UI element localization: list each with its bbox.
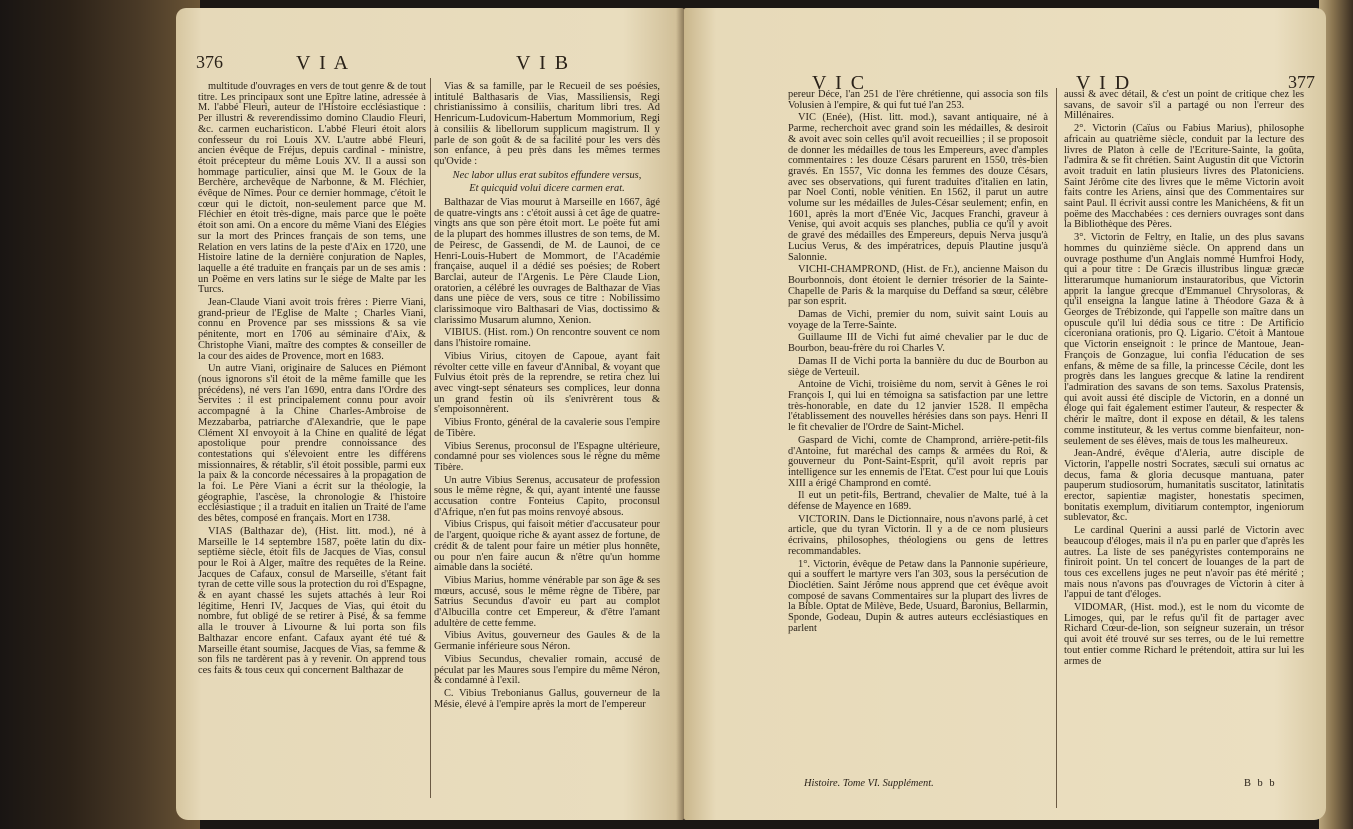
- left-column-1: [198, 82, 426, 794]
- left-page-number: 376: [196, 52, 223, 72]
- paragraph: Guillaume III de Vichi fut aimé chevalier par le duc de Bourbon, beau-frère du roi Charles V.: [788, 332, 1048, 355]
- paragraph: Vibius Avitus, gouverneur des Gaules & de la Germanie inférieure sous Néron.: [434, 630, 660, 653]
- paragraph: pereur Déce, l'an 251 de l'ère chrétienne, qui associa son fils Volusien à l'empire, & qui fut tué l'an 253.: [788, 90, 1048, 111]
- right-column-2: [1064, 90, 1304, 790]
- paragraph: Il eut un petit-fils, Bertrand, chevalier de Malte, tué à la défense de Mayence en 1689.: [788, 490, 1048, 513]
- page-edges-left: [0, 0, 200, 829]
- paragraph: Jean-Claude Viani avoit trois frères : Pierre Viani, grand-prieur de l'Eglise de Malte ; Charles Viani, connu en Provence par ses misssions & sa vie pénitente, mort en 1706 au séminaire d'Aix, & Christophe Viani, maître des comptes & conseiller de la cour des aides de Provence, mort en 1683.: [198, 297, 426, 362]
- paragraph: VIC (Enée), (Hist. litt. mod.), savant antiquaire, né à Parme, recherchoit avec grand soin les médailles, & desiroit & avoit avec soin celles qu'il avoit recueillies ; il se proposoit de donner les médailles de tous les Empereurs, avec d'amples commentaires : les douze Césars parurent en 1550, très-bien gravés. En 1557, Vic donna les femmes des douze Césars, avec ses observations, qui furent traduites d'italien en latin, par Noel Conti, noble vénitien. En 1562, il parut un autre volume sur les médailles de Jules-César seulement; enfin, en 1601, après la mort d'Enée Vic, Jacques Franchi, graveur à Venise, qui avoit acquis ses planches, publia ce qu'il y avoit de gravé des médailles des Empereurs, depuis Nerva jusqu'à Lucius Verus, & des impératrices, depuis Plautine jusqu'à Salonnie.: [788, 112, 1048, 263]
- paragraph: Un autre Viani, originaire de Saluces en Piémont (nous ignorons s'il étoit de la même famille que les précédens), né vers l'an 1690, entra dans l'Ordre des Servites : il est principalement connu pour avoir accompagné à la Chine Charles-Ambroise de Mezzabarba, patriarche d'Alexandrie, que le pape Clément XI envoyoit à la Chine en qualité de légat apostolique pour prendre connoissance des contestations qui s'élevoient entre les différens missionnaires, & rétablir, s'il étoit possible, parmi eux la paix & la concorde nécessaires à la propagation de la foi. Le Père Viani a écrit sur la théologie, la géographie, l'ascèse, la chronologie & l'histoire ecclésiastique ; il a traduit en italien un Traité de l'ame des bêtes, composé en français. Mort en 1738.: [198, 363, 426, 525]
- paragraph: Nec labor ullus erat subitos effundere versus,: [452, 169, 642, 181]
- left-running-head-1: V I A: [296, 52, 351, 74]
- paragraph: C. Vibius Trebonianus Gallus, gouverneur de la Mésie, élevé à l'empire après la mort de l'empereur: [434, 687, 660, 710]
- paragraph: Et quicquid volui dicere carmen erat.: [469, 183, 625, 195]
- right-column-1: [788, 90, 1048, 774]
- paragraph: aussi & avec détail, & c'est un point de critique chez les savans, de savoir s'il a partagé ou non l'erreur des Millénaires.: [1064, 90, 1304, 122]
- paragraph: Le cardinal Querini a aussi parlé de Victorin avec beaucoup d'éloges, mais il n'a pu en parler que d'après les autres. La liste de ses panégyristes contemporains ne finiroit point. Un tel concert de louanges de la part de tous ces excellens juges ne peut n'avoir pas été mérité ; mais nous n'avons pas d'ouvrages de Victorin à citer à l'appui de tant d'éloges.: [1064, 525, 1304, 601]
- paragraph: VICHI-CHAMPROND, (Hist. de Fr.), ancienne Maison du Bourbonnois, dont étoient le dernier trésorier de la Sainte-Chapelle de Paris & la marquise du Deffand sa sœur, célèbre par son esprit.: [788, 264, 1048, 308]
- paragraph: Un autre Vibius Serenus, accusateur de profession sous le même règne, & qui, ayant intenté une fausse accusation contre Fonteius Capito, proconsul d'Afrique, n'en fut pas moins renvoyé absous.: [434, 474, 660, 518]
- paragraph: VIAS (Balthazar de), (Hist. litt. mod.), né à Marseille le 14 septembre 1587, poëte latin du dix-septième siècle, étoit fils de Jacques de Vias, consul pour le Roi à Alger, maître des requêtes de la Reine. Jacques de Cafaux, consul de Marseille, s'étant fait tyran de cette ville sous la protection du roi d'Espagne, & en ayant chassé les sujets attachés à leur Roi légitime, Henri IV, Jacques de Vias, qui étoit du nombre, fut obligé de se retirer à Pisé, & sa femme alla le trouver à Livourne & lui porta son fils Balthazar encore enfant. Cafaux ayant été tué & Marseille étant soumise, Jacques de Vias, sa femme & son fils ne tardèrent pas à y revenir. On apprend tous ces faits & tous ceux qui concernent Balthazar de: [198, 525, 426, 676]
- paragraph: Vibius Fronto, général de la cavalerie sous l'empire de Tibère.: [434, 417, 660, 439]
- paragraph: multitude d'ouvrages en vers de tout genre & de tout titre. Les principaux sont une Epître latine, adressée à M. l'abbé Fleuri, auteur de l'Histoire ecclésiastique : Per illustri & reverendissimo domino Claudio Fleuri, &c. carmen eucharisticon. L'abbé Fleuri étoit alors confesseur du roi Louis XV. L'autre abbé Fleuri, ancien évêque de Fréjus, depuis cardinal - ministre, étoit précepteur du même Louis XV. Il a aussi son hommage particulier, ainsi que M. le Goux de la Berchère, archevêque de Narbonne, & M. Fléchier, évêque de Nîmes. Pour ce dernier hommage, c'étoit le cœur qui le dictoit, non-seulement parce que M. Fléchier en étoit très-digne, mais parce que le poëte étoit son ami. On a encore du même Viani des Elégies sur la mort des Princes français de son tems, une Relation en vers latins de la peste d'Aix en 1720, une Histoire latine de la dernière conjuration de Naples, laquelle a été traduite en français par un de ses amis : un Poëme en vers latins sur le siége de Malte par les Turcs.: [198, 82, 426, 296]
- paragraph: 2°. Victorin (Caïus ou Fabius Marius), philosophe africain au quatrième siècle, conduit par la lecture des livres de Platon à celle de l'Ecriture-Sainte, la goûta, l'admira & se fit chrétien. Saint Augustin dit que Victorin avoit traduit en latin plusieurs livres des Platoniciens. Saint Jérôme cite des livres que le même Victorin avoit faits contre les Ariens, ainsi que des Commentaires sur saint Paul. Il écrivit aussi contre les Manichéens, & fit un poëme des Macchabées : ces derniers ouvrages sont dans la Bibliothèque des Pères.: [1064, 123, 1304, 231]
- left-column-2: [434, 82, 660, 794]
- right-page: [684, 8, 1326, 820]
- right-running-head-1: V I C: [812, 72, 867, 94]
- paragraph: 1°. Victorin, évêque de Petaw dans la Pannonie supérieure, qui a souffert le martyre vers l'an 303, sous la persécution de Dioclétien. Saint Jérôme nous apprend que cet évêque avoit composé de savans Commentaires sur la plupart des livres de la Bible. Optat de Milève, Bede, Usuard, Baronius, Bellarmin, Sponde, Godeau, Dupin & autres auteurs ecclésiastiques en parlent: [788, 558, 1048, 634]
- paragraph: Gaspard de Vichi, comte de Champrond, arrière-petit-fils d'Antoine, fut maréchal des camps & armées du Roi, & gouverneur du Pont-Saint-Esprit, qu'il avoit repris par intelligence sur les ennemis de l'Etat. C'est pour lui que Louis XIII a érigé Champrond en comté.: [788, 434, 1048, 489]
- paragraph: Vibius Crispus, qui faisoit métier d'accusateur pour de l'argent, quoique riche & ayant assez de fortune, de crédit & de talent pour faire un métier plus honnête, ou pour n'en faire aucun & n'être qu'un homme aimable dans la société.: [434, 519, 660, 574]
- paragraph: Vibius Virius, citoyen de Capoue, ayant fait révolter cette ville en faveur d'Annibal, & voyant que Fulvius étoit près de la reprendre, se retira chez lui avec vingt-sept sénateurs ses complices, leur donna un grand festin où ils s'enivrèrent tous & s'empoisonnèrent.: [434, 350, 660, 416]
- paragraph: Antoine de Vichi, troisième du nom, servit à Gênes le roi François I, qui lui en témoigna sa satisfaction par une lettre très-honorable, en date du 12 janvier 1528. Il empêcha l'établissement des nouvelles hérésies dans son pays. Henri II le fit chevalier de l'Ordre de Saint-Michel.: [788, 379, 1048, 434]
- paragraph: Damas de Vichi, premier du nom, suivit saint Louis au voyage de la Terre-Sainte.: [788, 309, 1048, 331]
- paragraph: Vibius Secundus, chevalier romain, accusé de péculat par les Maures sous l'empire du même Néron, & condamné à l'exil.: [434, 653, 660, 687]
- signature-mark: B b b: [1244, 778, 1277, 789]
- page-footer: Histoire. Tome VI. Supplément.: [804, 778, 934, 789]
- right-running-head-2: V I D: [1076, 72, 1132, 94]
- paragraph: Damas II de Vichi porta la bannière du duc de Bourbon au siège de Verteuil.: [788, 355, 1048, 378]
- paragraph: VIDOMAR, (Hist. mod.), est le nom du vicomte de Limoges, qui, par le refus qu'il fit de partager avec Richard Cœur-de-lion, son seigneur suzerain, un trésor qui avoit été trouvé sur ses terres, ou de le lui remettre tout entier comme Richard le prétendoit, attira sur lui les armes de: [1064, 602, 1304, 667]
- paragraph: VIBIUS. (Hist. rom.) On rencontre souvent ce nom dans l'histoire romaine.: [434, 327, 660, 350]
- right-page-number: 377: [1288, 72, 1315, 92]
- paragraph: Jean-André, évêque d'Aleria, autre disciple de Victorin, l'appelle nostri Socrates, sæculi sui ornatus ac decus, fama & gloria decusque mantuana, pater pauperum studiosorum, humanitatis suscitator, latinitatis erector, sapientiæ magister, honestatis specimen, bonitatis exemplum, divitiarum contemptor, ingeniorum sublevator, &c.: [1064, 448, 1304, 524]
- column-rule: [1056, 88, 1057, 808]
- left-running-head-2: V I B: [516, 52, 571, 74]
- left-page: [176, 8, 684, 820]
- paragraph: Vias & sa famille, par le Recueil de ses poésies, intitulé Balthasaris de Vias, Massiliensis, Regi christianissimo à consiliis, charitum libri tres. Ad Henricum-Ludovicum-Habertum Mommorium, Regi à consiliis & libellorum supplicum magistrum. Il y parle de son goût & de sa facilité pour les vers dès son enfance, à peu près dans les mêmes termes qu'Ovide :: [434, 82, 660, 167]
- paragraph: Vibius Serenus, proconsul de l'Espagne ultérieure, condamné pour ses violences sous le règne du même Tibère.: [434, 440, 660, 473]
- column-rule: [430, 78, 431, 798]
- paragraph: Vibius Marius, homme vénérable par son âge & ses mœurs, accusé, sous le même règne de Tibère, par Satrius Secundus d'avoir eu part au complot d'Albucilla contre cet Empereur, & d'être l'amant adultère de cette femme.: [434, 574, 660, 629]
- paragraph: VICTORIN. Dans le Dictionnaire, nous n'avons parlé, à cet article, que du tyran Victorin. Il y a de ce nom plusieurs écrivains, philosophes, théologiens ou gens de lettres recommandables.: [788, 513, 1048, 557]
- paragraph: 3°. Victorin de Feltry, en Italie, un des plus savans hommes du quinzième siècle. On apprend dans un ouvrage posthume d'un Anglais nommé Humfroi Hody, qui a pour titre : De Græcis illustribus linguæ græcæ litterarumque humaniorum instauratoribus, que Victorin apprit la langue grecque d'Emmanuel Chrysoloras, & qu'il enseigna la langue latine à Théodore Gaza & à Georges de Trébizonde, qui l'appelle son maître dans un opuscule qu'il lui dédia sous ce titre : De Artificio ciceroniana orationis, pro Q. Ligario. C'étoit à Mantoue que Victorin enseignoit : le prince de Mantoue, Jean-François de Gonzague, lui confia l'éducation de ses enfans, & même de sa fille, la princesse Cécile, dont les progrès dans les langues grecque & latine la rendirent l'admiration des savans de son tems. Saxolus Pratensis, qui avoit aussi été disciple de Victorin, en a donné un éloge qui fait également estimer l'auteur, & respecter & chérir le maître, dont il expose en détail, & les talens comme instituteur, & les vertus comme bienfaiteur, non-seulement de ses élèves, mais de tous les malheureux.: [1064, 232, 1304, 447]
- paragraph: Balthazar de Vias mourut à Marseille en 1667, âgé de quatre-vingts ans : c'étoit aussi à cet âge de quatre-vingts ans que son père étoit mort. Le poëte fut ami de la plupart des hommes illustres de son tems, de M. de Peiresc, de Gassendi, de M. de Launoi, de ce Henri-Louis-Hubert de Mommort, de l'Académie française, auquel il a dédié ses poésies; de Robert Barclai, auteur de l'Argenis. Le Père Claude Lion, oratorien, a célébré les ouvrages de Balthazar de Vias dans une pièce de vers, sous ce titre : Nobilissimo clarissimoque viro Balthasari de Vias, doctissimo & clarissimo Musarum alumno, Xenion.: [434, 197, 660, 326]
